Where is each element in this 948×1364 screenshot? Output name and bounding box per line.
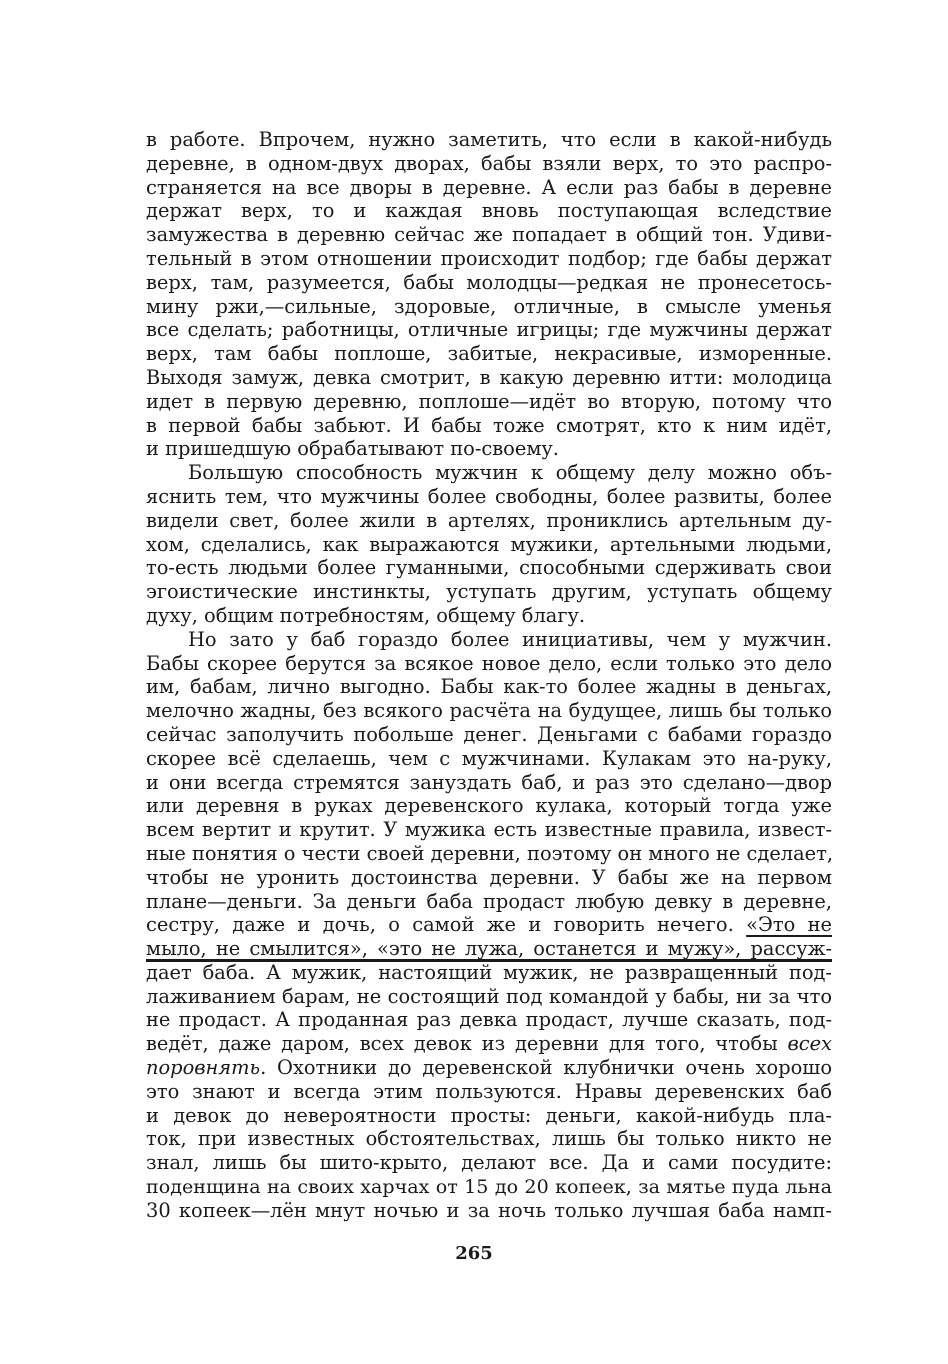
- text-line: верх, там, разумеется, бабы молодцы—редкая не пронесетось-: [146, 270, 832, 294]
- text-fragment: сестру, даже и дочь, о самой же и говорить нечего.: [146, 913, 747, 937]
- text-line: идет в первую деревню, поплоше—идёт во вторую, потому что: [146, 389, 832, 413]
- text-line: и девок до невероятности просты: деньги, какой-нибудь пла-: [146, 1103, 832, 1127]
- text-line: Но зато у баб гораздо более инициативы, чем у мужчин.: [188, 627, 832, 651]
- italic-phrase: поровнять.: [146, 1056, 267, 1080]
- text-line: деревне, в одном-двух дворах, бабы взяли верх, то это распро-: [146, 151, 832, 175]
- text-line: [146, 913, 832, 937]
- text-line: [146, 1032, 832, 1056]
- text-line: чтобы не уронить достоинства деревни. У бабы же на первом: [146, 865, 832, 889]
- text-line: или деревня в руках деревенского кулака, который тогда уже: [146, 794, 832, 818]
- text-line: 30 копеек—лён мнут ночью и за ночь только лучшая баба намп-: [146, 1198, 832, 1222]
- text-line: знал, лишь бы шито-крыто, делают все. Да и сами посудите:: [146, 1151, 832, 1175]
- text-line: все сделать; работницы, отличные игрицы; где мужчины держат: [146, 318, 832, 342]
- text-line: верх, там бабы поплоше, забитые, некрасивые, изморенные.: [146, 342, 832, 366]
- text-line: держат верх, то и каждая вновь поступающая вследствие: [146, 199, 832, 223]
- text-line: сейчас заполучить побольше денег. Деньгами с бабами гораздо: [146, 722, 832, 746]
- text-line: не продаст. А проданная раз девка продаст, лучше сказать, под-: [146, 1008, 832, 1032]
- paragraph-2: [146, 461, 832, 628]
- text-line: плане—деньги. За деньги баба продаст любую девку в деревне,: [146, 889, 832, 913]
- text-line: [146, 1056, 832, 1080]
- text-fragment: ведёт, даже даром, всех девок из деревни для того, чтобы: [146, 1032, 788, 1056]
- text-line: им, бабам, лично выгодно. Бабы как-то более жадны в деньгах,: [146, 675, 832, 699]
- text-fragment: Охотники до деревенской клубнички очень хорошо: [266, 1056, 832, 1080]
- italic-phrase: всех: [787, 1032, 832, 1056]
- text-line: видели свет, более жили в артелях, прониклись артельным ду-: [146, 508, 832, 532]
- text-line: в первой бабы забьют. И бабы тоже смотрят, кто к ним идёт,: [146, 413, 832, 437]
- text-line: и пришедшую обрабатывают по-своему.: [146, 437, 559, 461]
- text-line: то-есть людьми более гуманными, способными сдерживать свои: [146, 556, 832, 580]
- page-number: 265: [455, 1243, 493, 1264]
- page-text: [146, 128, 832, 1223]
- text-line: ток, при известных обстоятельствах, лишь бы только никто не: [146, 1127, 832, 1151]
- text-line: поденщина на своих харчах от 15 до 20 копеек, за мятье пуда льна: [146, 1175, 832, 1199]
- text-line: в работе. Впрочем, нужно заметить, что если в какой-нибудь: [146, 128, 832, 151]
- text-line: эгоистические инстинкты, уступать другим, уступать общему: [146, 580, 832, 604]
- text-line: [146, 937, 832, 961]
- text-line: хом, сделались, как выражаются мужики, артельными людьми,: [146, 532, 832, 556]
- text-line: замужества в деревню сейчас же попадает в общий тон. Удиви-: [146, 223, 832, 247]
- paragraph-1: [146, 128, 832, 461]
- text-line: Выходя замуж, девка смотрит, в какую деревню итти: молодица: [146, 365, 832, 389]
- text-line: тельный в этом отношении происходит подбор; где бабы держат: [146, 246, 832, 270]
- text-line: мелочно жадны, без всякого расчёта на будущее, лишь бы только: [146, 699, 832, 723]
- underlined-quote: мыло, не смылится», «это не лужа, останется и мужу», рассуж-: [146, 937, 832, 961]
- text-line: ные понятия о чести своей деревни, поэтому он много не сделает,: [146, 841, 834, 865]
- text-line: страняется на все дворы в деревне. А если раз бабы в деревне: [146, 175, 832, 199]
- text-line: скорее всё сделаешь, чем с мужчинами. Кулакам это на-руку,: [146, 746, 832, 770]
- text-line: мину ржи,—сильные, здоровые, отличные, в смысле уменья: [146, 294, 832, 318]
- paragraph-3: [146, 628, 832, 1223]
- text-line: духу, общим потребностям, общему благу.: [146, 603, 586, 627]
- text-line: Большую способность мужчин к общему делу можно объ-: [188, 461, 832, 485]
- underlined-quote: «Это не: [746, 913, 832, 937]
- text-line: это знают и всегда этим пользуются. Нравы деревенских баб: [146, 1079, 832, 1103]
- text-line: дает баба. А мужик, настоящий мужик, не развращенный под-: [146, 960, 832, 984]
- text-line: яснить тем, что мужчины более свободны, более развиты, более: [146, 484, 832, 508]
- text-line: лаживанием барам, не состоящий под командой у бабы, ни за что: [146, 984, 832, 1008]
- text-line: Бабы скорее берутся за всякое новое дело, если только это дело: [146, 651, 832, 675]
- text-line: и они всегда стремятся зануздать баб, и раз это сделано—двор: [146, 770, 832, 794]
- text-line: всем вертит и крутит. У мужика есть известные правила, извест-: [146, 818, 832, 842]
